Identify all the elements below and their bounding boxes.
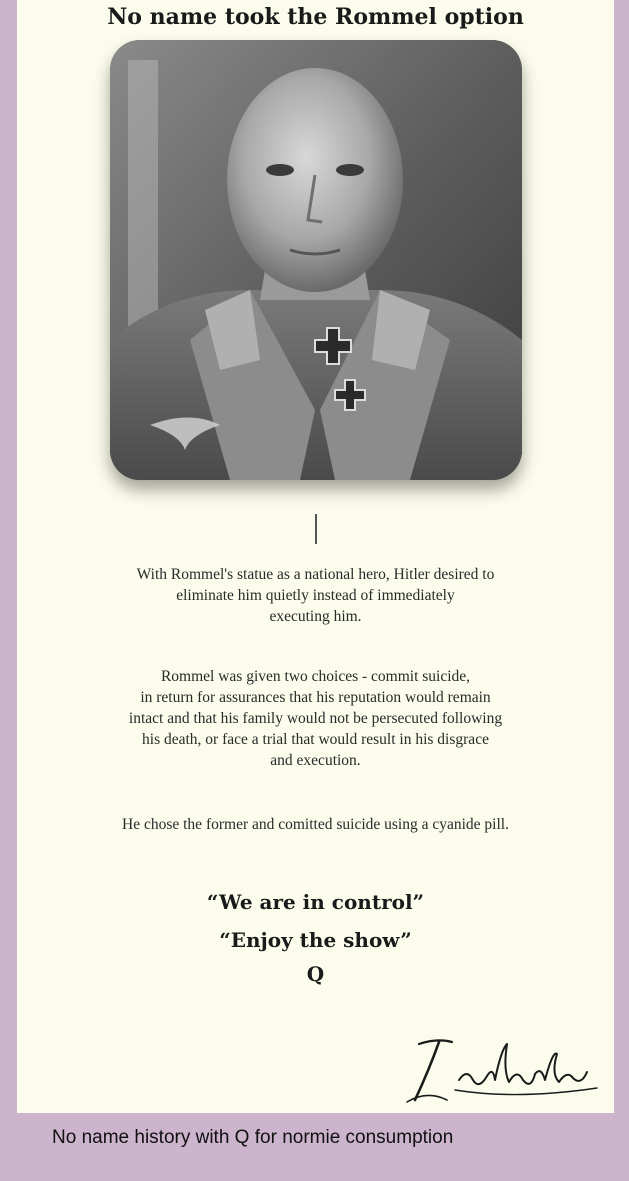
portrait-photo (110, 40, 522, 480)
paragraph-2: Rommel was given two choices - commit suicide, in return for assurances that his reputation would remain intact and that his family would not be persecuted following his death, or face a trial that would result in his disgrace and execution. (128, 668, 503, 769)
quote-line-2: “Enjoy the show” (219, 928, 412, 952)
paragraph-1: With Rommel's statue as a national hero, Hitler desired to eliminate him quietly instead of immediately executing him. (136, 566, 495, 625)
paragraph-3: He chose the former and comitted suicide using a cyanide pill. (122, 816, 509, 833)
post-card (17, 0, 614, 1113)
divider-line (315, 514, 317, 544)
post-caption: No name history with Q for normie consumption (52, 1127, 454, 1148)
quote-line-3: Q (306, 962, 325, 986)
quote-line-1: “We are in control” (206, 890, 425, 914)
card-title: No name took the Rommel option (107, 4, 524, 30)
signature-mark (397, 1030, 607, 1110)
